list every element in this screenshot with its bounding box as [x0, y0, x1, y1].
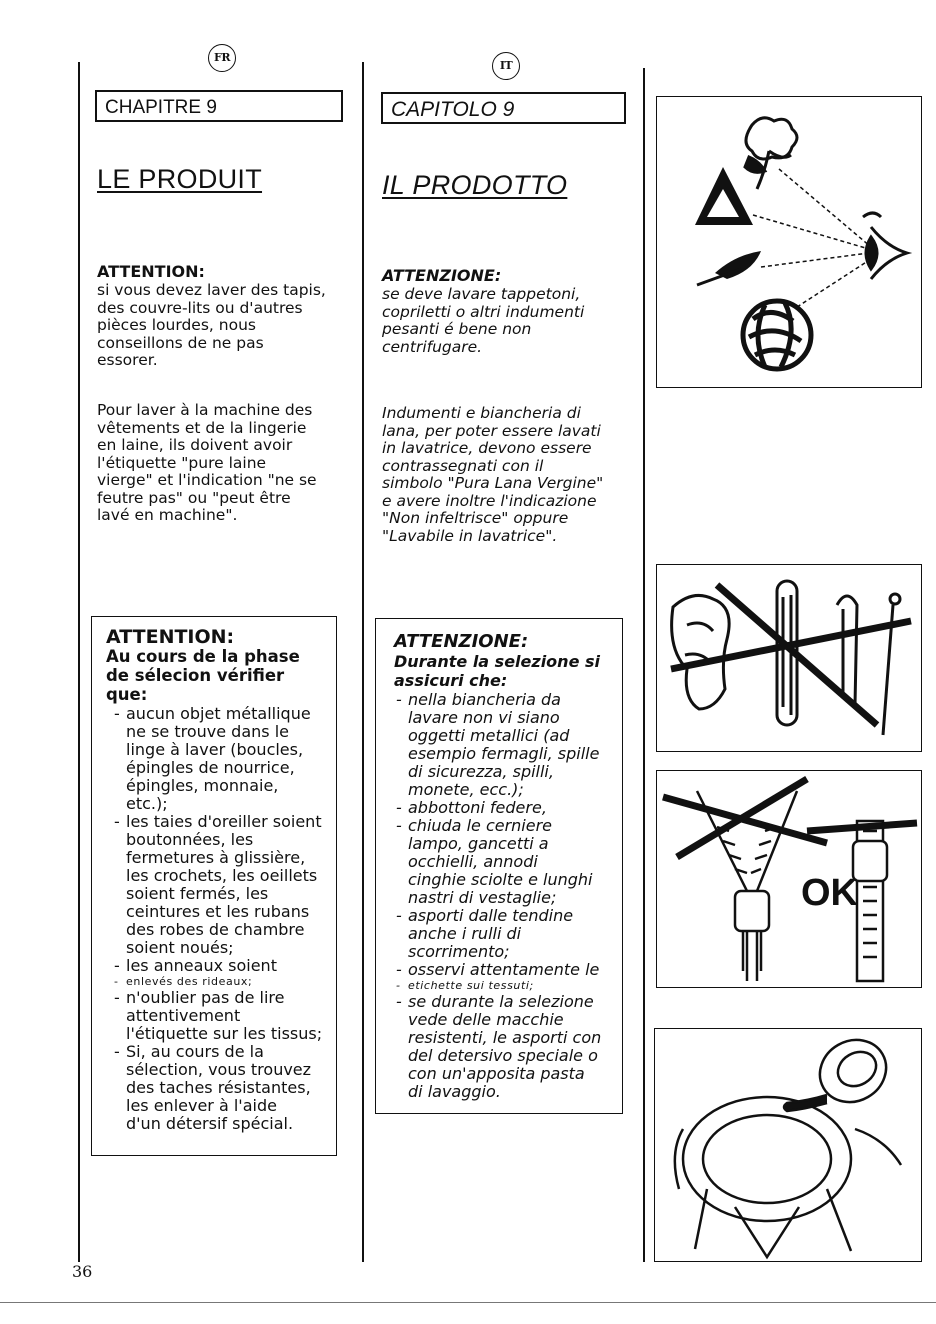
column-rule-left — [78, 62, 80, 1262]
fr-selection-warning-box — [91, 616, 337, 1156]
cotton-icon — [745, 118, 797, 189]
it-section-title: IL PRODOTTO — [382, 170, 568, 200]
list-item: - se durante la selezione vede delle macchie resistenti, le asporti con del detersivo speciale o con un'apposita pasta di lavaggio. — [396, 993, 616, 1101]
column-rule-right — [643, 68, 645, 1262]
shirt-collar-icon — [675, 1097, 901, 1257]
list-item-note — [114, 975, 330, 989]
fr-chapter-heading: CHAPITRE 9 — [95, 90, 343, 122]
it-small-note: etichette sui tessuti; — [408, 979, 534, 992]
fr-wool-paragraph: Pour laver à la machine des vêtements et de la lingerie en laine, ils doivent avoir l'étiquette "pure laine vierge" et l'indication "ne se feutre pas" ou "peut être lavé en machine". — [97, 401, 317, 524]
fabric-symbols-illustration — [656, 96, 922, 388]
feather-icon — [697, 251, 761, 285]
it-checklist — [396, 691, 616, 1101]
list-item: - asporti dalle tendine anche i rulli di scorrimento; — [396, 907, 616, 961]
it-wool-paragraph: Indumenti e biancheria di lana, per poter essere lavati in lavatrice, devono essere contrassegnati con il simbolo "Pura Lana Vergine" e avere inoltre l'indicazione "Non infeltrisce" oppure "Lavabile in lavatrice". — [382, 404, 604, 545]
list-item: - abbottoni federe, — [396, 799, 616, 817]
column-rule-middle — [362, 62, 364, 1262]
triangle-symbol-icon — [695, 167, 753, 225]
it-warning-heading: ATTENZIONE: — [382, 266, 502, 285]
zipper-ok-label: OK — [801, 872, 858, 914]
zipper-illustration — [656, 770, 922, 988]
it-box-subheading: Durante la selezione si assicuri che: — [394, 652, 600, 690]
list-item-note — [396, 979, 616, 993]
list-item: - n'oublier pas de lire attentivement l'étiquette sur les tissus; — [114, 989, 330, 1043]
detergent-bottle-icon — [784, 1029, 897, 1114]
fr-small-note: enlevés des rideaux; — [126, 975, 253, 988]
list-item: - les taies d'oreiller soient boutonnées, les fermetures à glissière, les crochets, les oeillets soient fermés, les ceintures et les rubans des robes de chambre soient noués; — [114, 813, 330, 957]
list-item: - les anneaux soient — [114, 957, 330, 975]
wool-ball-icon — [743, 301, 811, 369]
page-bottom-rule — [0, 1302, 936, 1303]
page-number: 36 — [72, 1262, 93, 1281]
it-box-heading: ATTENZIONE: — [394, 631, 529, 652]
list-item: - Si, au cours de la sélection, vous trouvez des taches résistantes, les enlever à l'aide d'un détersif spécial. — [114, 1043, 330, 1133]
fr-language-badge: FR — [208, 44, 236, 72]
zipper-icon — [697, 791, 887, 981]
fr-box-heading: ATTENTION: — [106, 626, 235, 648]
it-warning-text: se deve lavare tappetoni, copriletti o altri indumenti pesanti é bene non centrifugare. — [382, 285, 585, 356]
it-language-badge: IT — [492, 52, 520, 80]
it-chapter-heading: CAPITOLO 9 — [381, 92, 626, 124]
list-item: - osservi attentamente le — [396, 961, 616, 979]
it-selection-warning-box — [375, 618, 623, 1114]
list-item: - aucun objet métallique ne se trouve dans le linge à laver (boucles, épingles de nourrice, épingles, monnaie, etc.); — [114, 705, 330, 813]
it-warning-heavy-items — [382, 266, 638, 356]
sight-lines — [753, 169, 871, 307]
fr-section-title: LE PRODUIT — [97, 164, 263, 194]
fr-warning-heading: ATTENTION: — [97, 262, 205, 281]
fr-warning-text: si vous devez laver des tapis, des couvre-lits ou d'autres pièces lourdes, nous conseillons de ne pas essorer. — [97, 281, 326, 369]
fr-box-subheading: Au cours de la phase de sélecion vérifier que: — [106, 647, 300, 704]
fr-warning-heavy-items — [97, 262, 357, 370]
eye-icon — [863, 213, 907, 279]
metal-objects-illustration — [656, 564, 922, 752]
fr-checklist — [114, 705, 330, 1133]
collar-stain-illustration — [654, 1028, 922, 1262]
list-item: - chiuda le cerniere lampo, gancetti a occhielli, annodi cinghie sciolte e lunghi nastri di vestaglie; — [396, 817, 616, 907]
list-item: - nella biancheria da lavare non vi siano oggetti metallici (ad esempio fermagli, spille di sicurezza, spilli, monete, ecc.); — [396, 691, 616, 799]
